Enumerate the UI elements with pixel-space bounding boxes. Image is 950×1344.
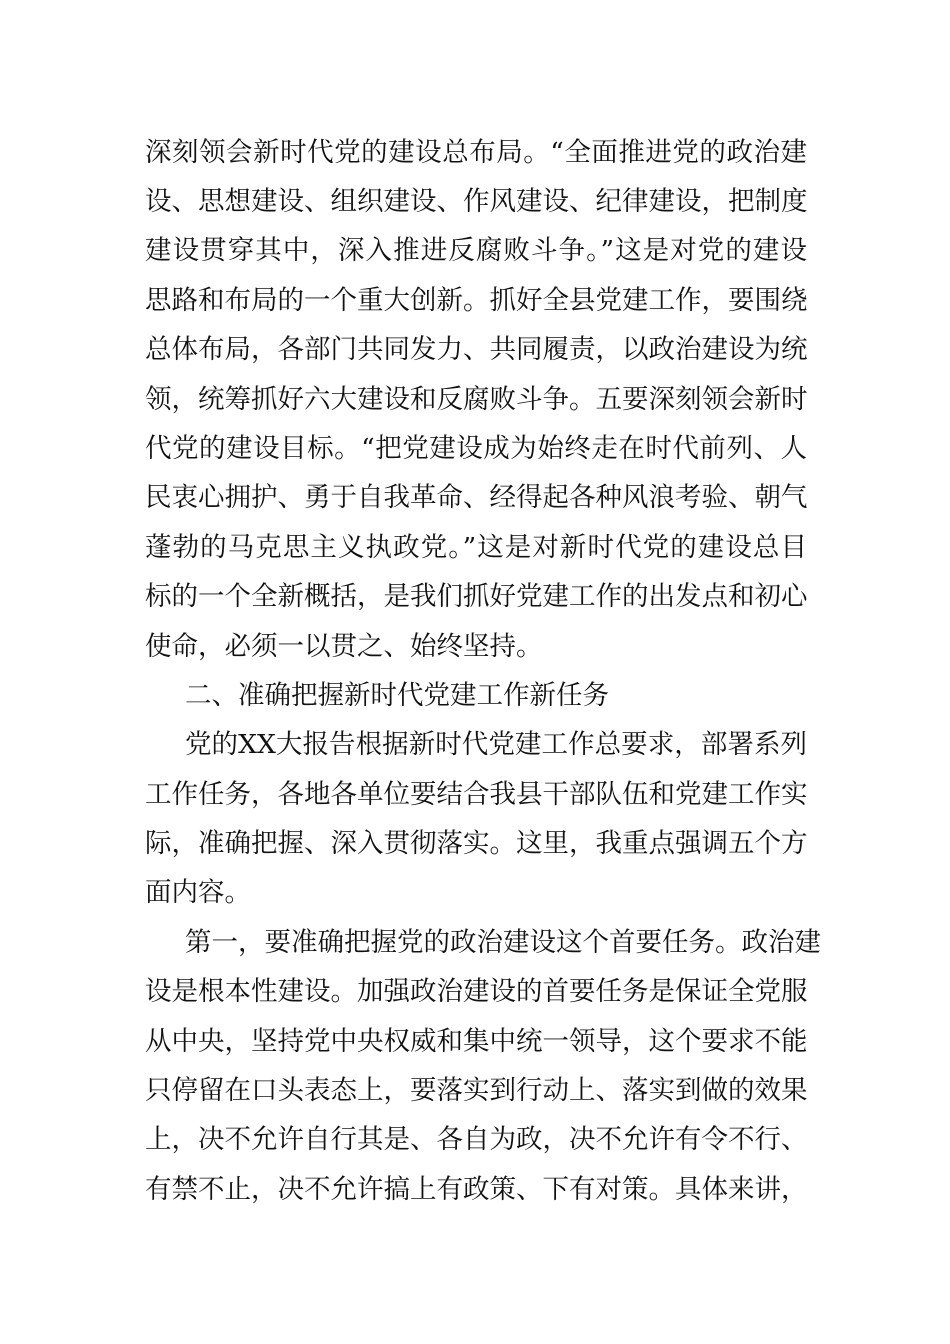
section-heading: 二、准确把握新时代党建工作新任务	[185, 680, 609, 711]
text-line: 代党的建设目标。“把党建设成为始终走在时代前列、人	[145, 433, 807, 464]
text-line: 蓬勃的马克思主义执政党。”这是对新时代党的建设总目	[145, 532, 807, 563]
text-line: 设是根本性建设。加强政治建设的首要任务是保证全党服	[145, 976, 808, 1007]
text-line: 使命，必须一以贯之、始终坚持。	[145, 631, 543, 662]
text-line: 领，统筹抓好六大建设和反腐败斗争。五要深刻领会新时	[145, 384, 808, 415]
text-line: 上，决不允许自行其是、各自为政，决不允许有令不行、	[145, 1124, 808, 1155]
text-line: 民衷心拥护、勇于自我革命、经得起各种风浪考验、朝气	[145, 482, 808, 513]
text-line: 有禁不止，决不允许搞上有政策、下有对策。具体来讲，	[145, 1174, 808, 1205]
text-line: 党的XX大报告根据新时代党建工作总要求，部署系列	[185, 729, 807, 760]
text-line: 总体布局，各部门共同发力、共同履责，以政治建设为统	[145, 334, 808, 365]
text-line: 思路和布局的一个重大创新。抓好全县党建工作，要围绕	[145, 285, 808, 316]
text-line: 面内容。	[145, 877, 251, 908]
text-line: 设、思想建设、组织建设、作风建设、纪律建设，把制度	[145, 186, 808, 217]
text-line: 深刻领会新时代党的建设总布局。“全面推进党的政治建	[145, 137, 807, 168]
text-line: 从中央，坚持党中央权威和集中统一领导，这个要求不能	[145, 1026, 808, 1057]
text-line: 标的一个全新概括，是我们抓好党建工作的出发点和初心	[145, 581, 808, 612]
text-line: 际，准确把握、深入贯彻落实。这里，我重点强调五个方	[145, 828, 808, 859]
text-line: 第一，要准确把握党的政治建设这个首要任务。政治建	[185, 927, 821, 958]
text-line: 只停留在口头表态上，要落实到行动上、落实到做的效果	[145, 1075, 808, 1106]
text-line: 工作任务，各地各单位要结合我县干部队伍和党建工作实	[145, 779, 808, 810]
text-line: 建设贯穿其中，深入推进反腐败斗争。”这是对党的建设	[145, 235, 807, 266]
